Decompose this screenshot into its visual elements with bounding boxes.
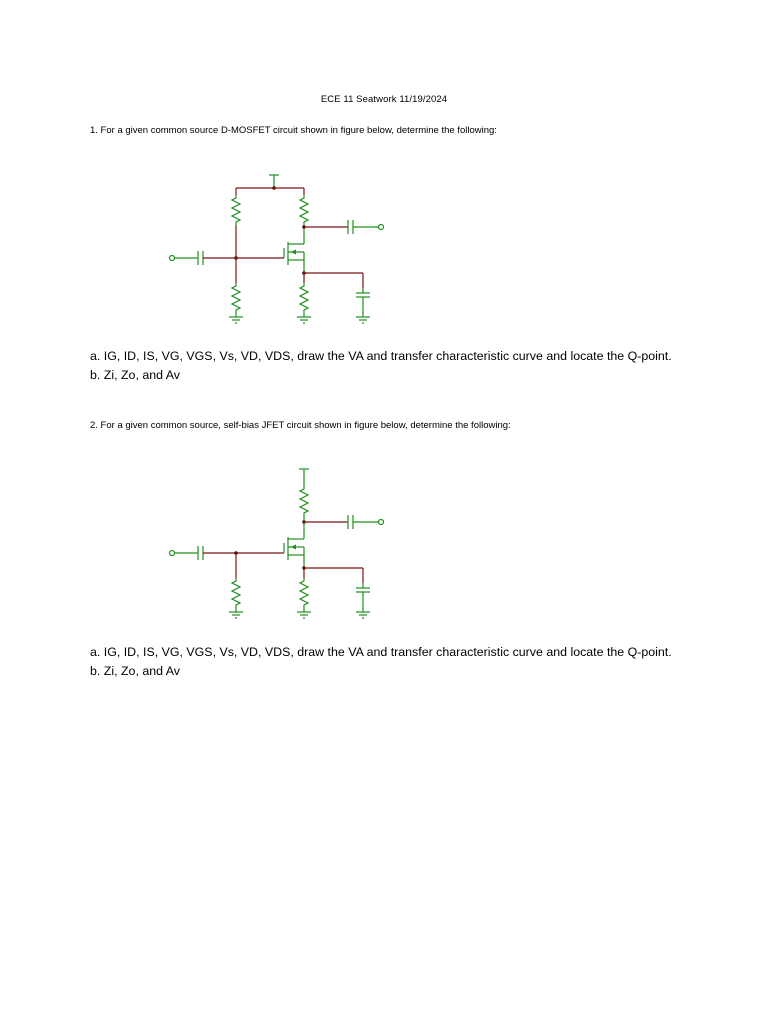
- question-2-part-b: b. Zi, Zo, and Av: [90, 664, 180, 678]
- question-2-answers: [90, 643, 672, 681]
- page-title: ECE 11 Seatwork 11/19/2024: [320, 94, 448, 105]
- question-1-prompt: 1. For a given common source D-MOSFET circuit shown in figure below, determine the following:: [90, 125, 497, 136]
- question-2-part-a: a. IG, ID, IS, VG, VGS, Vs, VD, VDS, draw the VA and transfer characteristic curve and locate the Q-point.: [90, 645, 672, 659]
- circuit-1-dmosfet: [160, 165, 400, 335]
- circuit-2-jfet: [160, 460, 400, 630]
- question-1-part-a: a. IG, ID, IS, VG, VGS, Vs, VD, VDS, draw the VA and transfer characteristic curve and locate the Q-point.: [90, 349, 672, 363]
- question-1-answers: [90, 347, 672, 385]
- question-1-part-b: b. Zi, Zo, and Av: [90, 368, 180, 382]
- question-2-prompt: 2. For a given common source, self-bias JFET circuit shown in figure below, determine the following:: [90, 420, 511, 431]
